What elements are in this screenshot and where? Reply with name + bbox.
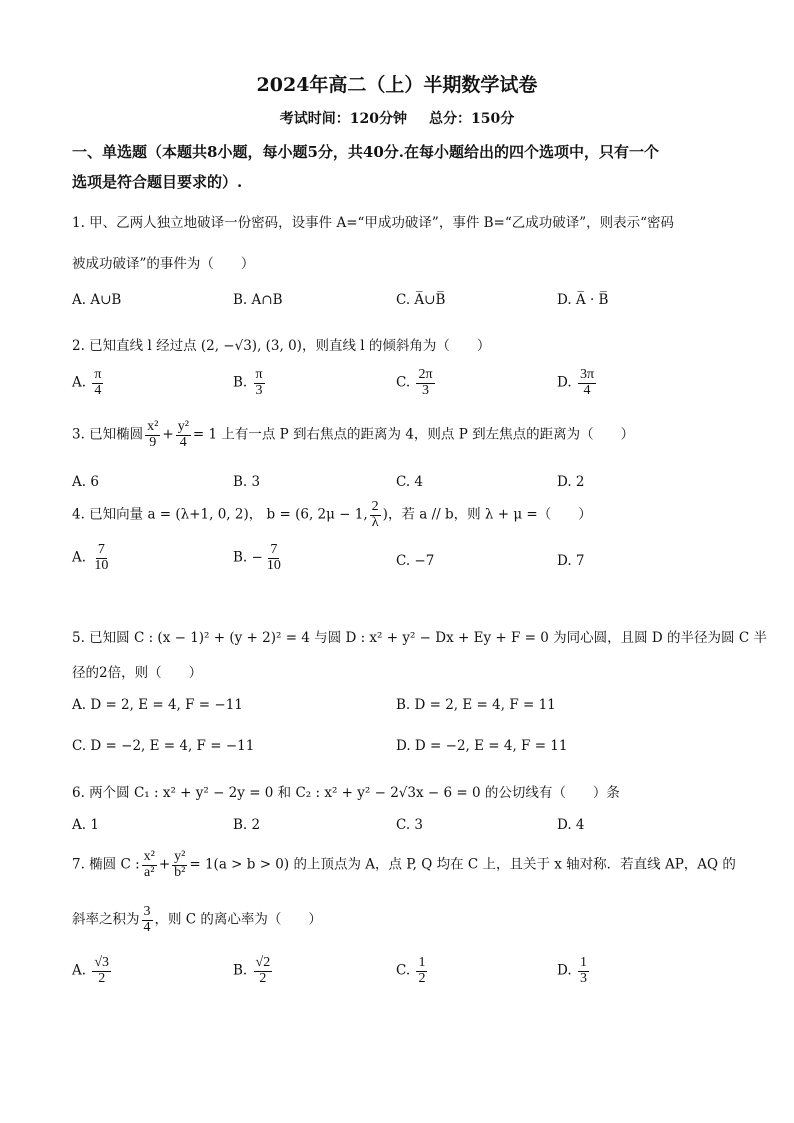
numerator: 1: [418, 955, 426, 970]
q3-suffix: = 1 上有一点 P 到右焦点的距离为 4，则点 P 到左焦点的距离为（ ）: [192, 426, 635, 443]
q6-option-d: D. 4: [557, 817, 585, 833]
exam-info: [0, 108, 794, 128]
option-label: A.: [72, 549, 87, 566]
numerator: y²: [174, 849, 186, 864]
numerator: x²: [147, 419, 159, 434]
option-label: B.: [233, 962, 248, 979]
fraction: [254, 956, 273, 986]
option-label: B. −: [233, 549, 263, 566]
denominator: a²: [144, 864, 155, 880]
fraction: [145, 420, 160, 450]
denominator: 3: [579, 970, 587, 986]
denominator: 10: [266, 557, 281, 573]
numerator: 2π: [418, 367, 433, 382]
denominator: 4: [143, 919, 151, 935]
q5-option-c: C. D = −2, E = 4, F = −11: [72, 738, 255, 754]
q3-option-d: D. 2: [557, 474, 585, 490]
exam-time: 考试时间：120分钟: [279, 111, 407, 127]
q4-text-a: 4. 已知向量 a = (λ+1, 0, 2)，: [72, 506, 263, 523]
fraction: [172, 850, 187, 880]
q7-suffix: = 1(a > b > 0) 的上顶点为 A，点 P, Q 均在 C 上，且关于 x 轴对称．若直线 AP，AQ 的: [189, 856, 736, 873]
section-heading-cont: 选项是符合题目要求的）.: [72, 173, 243, 191]
numerator: 2: [371, 499, 379, 514]
q1-option-b: B. A∩B: [233, 292, 283, 308]
q2-option-b: [233, 368, 267, 398]
question-1-line-1: 1. 甲、乙两人独立地破译一份密码，设事件 A=“甲成功破译”，事件 B=“乙成功破译”，则表示“密码: [72, 215, 675, 231]
q6-option-b: B. 2: [233, 817, 261, 833]
q3-option-c: C. 4: [396, 474, 424, 490]
q7-option-b: [233, 956, 274, 986]
fraction: [142, 850, 157, 880]
q4-option-d: D. 7: [557, 553, 585, 569]
q3-option-b: B. 3: [233, 474, 261, 490]
q7-line2-b: ，则 C 的离心率为（ ）: [154, 911, 322, 928]
fraction: [254, 368, 265, 398]
numerator: y²: [177, 419, 189, 434]
q4-option-a: [72, 543, 112, 573]
q7-option-d: [557, 956, 591, 986]
denominator: λ: [371, 514, 379, 530]
numerator: π: [94, 367, 102, 382]
denominator: 3: [255, 382, 263, 398]
numerator: 3π: [579, 367, 595, 382]
q2-option-d: [557, 368, 598, 398]
fraction: [142, 905, 153, 935]
fraction: [92, 956, 111, 986]
denominator: 4: [583, 382, 591, 398]
fraction: [578, 368, 596, 398]
question-5-line-2: 径的2倍，则（ ）: [72, 665, 203, 681]
page-title: 2024年高二（上）半期数学试卷: [256, 74, 538, 96]
option-label: A.: [72, 962, 87, 979]
option-label: A.: [72, 374, 87, 391]
question-4: [72, 500, 592, 530]
numerator: x²: [143, 849, 155, 864]
q4-option-b: [233, 543, 285, 573]
question-1-line-2: 被成功破译”的事件为（ ）: [72, 256, 255, 272]
numerator: 1: [579, 955, 587, 970]
question-7-line-1: 7. 椭圆 C : $\frac{\text{x²}}{\text{a²}}$ + $\frac{\text{y²}}{\text{b²}}$ = 1(a > b > 0) 的上顶点为 A，点 P, Q 均在 C 上，且关于 x 轴对称．若直线 AP，AQ 的: [72, 849, 736, 880]
q2-option-a: [72, 368, 105, 398]
denominator: 2: [418, 970, 426, 986]
denominator: 4: [94, 382, 102, 398]
q7-line2-a: 斜率之积为: [72, 911, 140, 928]
numerator: √3: [94, 955, 110, 970]
q3-option-a: A. 6: [72, 474, 99, 490]
denominator: 10: [94, 557, 109, 573]
question-7-line-2: [72, 905, 322, 935]
q1-option-a: A. A∪B: [72, 292, 122, 308]
q3-prefix: 3. 已知椭圆: [72, 426, 144, 443]
q4-option-c: C. −7: [396, 553, 435, 569]
q4-text-c: )，若 a // b，则 λ + μ =（ ）: [382, 506, 592, 523]
q7-prefix: 7. 椭圆 C :: [72, 856, 140, 873]
q6-option-c: C. 3: [396, 817, 424, 833]
option-label: B.: [233, 374, 248, 391]
q5-option-d: D. D = −2, E = 4, F = 11: [396, 738, 568, 754]
fraction: [416, 368, 434, 398]
q7-option-c: [396, 956, 429, 986]
denominator: 2: [259, 970, 267, 986]
denominator: 2: [98, 970, 106, 986]
question-6: 6. 两个圆 C₁ : x² + y² − 2y = 0 和 C₂ : x² + y² − 2√3x − 6 = 0 的公切线有（ ）条: [72, 785, 620, 801]
q4-text-b: b = (6, 2μ − 1,: [266, 506, 368, 523]
q1-option-c: C. A̅∪B̅: [396, 292, 446, 308]
fraction: [370, 500, 381, 530]
option-label: C.: [396, 374, 411, 391]
option-label: D.: [557, 962, 572, 979]
q1-option-d: D. A̅ · B̅: [557, 292, 609, 308]
option-label: D.: [557, 374, 572, 391]
numerator: 7: [97, 542, 105, 557]
fraction: [92, 368, 103, 398]
question-3: 3. 已知椭圆 $\frac{\text{x²}}{9}$ + $\frac{\text{y²}}{4}$ = 1 上有一点 P 到右焦点的距离为 4，则点 P 到左焦点的距离为（ ）: [72, 419, 635, 450]
denominator: 3: [421, 382, 429, 398]
q2-option-c: [396, 368, 437, 398]
fraction: [92, 543, 110, 573]
numerator: √2: [255, 955, 271, 970]
denominator: 4: [179, 434, 187, 450]
exam-score: 总分：150分: [429, 111, 515, 127]
q5-option-a: A. D = 2, E = 4, F = −11: [72, 697, 243, 713]
numerator: π: [255, 367, 263, 382]
fraction: [578, 956, 589, 986]
fraction: [176, 420, 191, 450]
section-heading: 一、单选题（本题共8小题，每小题5分，共40分.在每小题给出的四个选项中，只有一个: [72, 143, 659, 161]
question-5-line-1: 5. 已知圆 C : (x − 1)² + (y + 2)² = 4 与圆 D : x² + y² − Dx + Ey + F = 0 为同心圆，且圆 D 的半径为圆 C 半: [72, 630, 767, 646]
fraction: [265, 543, 283, 573]
q6-option-a: A. 1: [72, 817, 99, 833]
fraction: [416, 956, 427, 986]
numerator: 7: [270, 542, 278, 557]
q7-option-a: [72, 956, 113, 986]
option-label: C.: [396, 962, 411, 979]
denominator: b²: [174, 864, 186, 880]
denominator: 9: [149, 434, 157, 450]
question-2: 2. 已知直线 l 经过点 (2, −√3), (3, 0)，则直线 l 的倾斜角为（ ）: [72, 338, 491, 354]
q5-option-b: B. D = 2, E = 4, F = 11: [396, 697, 556, 713]
numerator: 3: [143, 904, 151, 919]
